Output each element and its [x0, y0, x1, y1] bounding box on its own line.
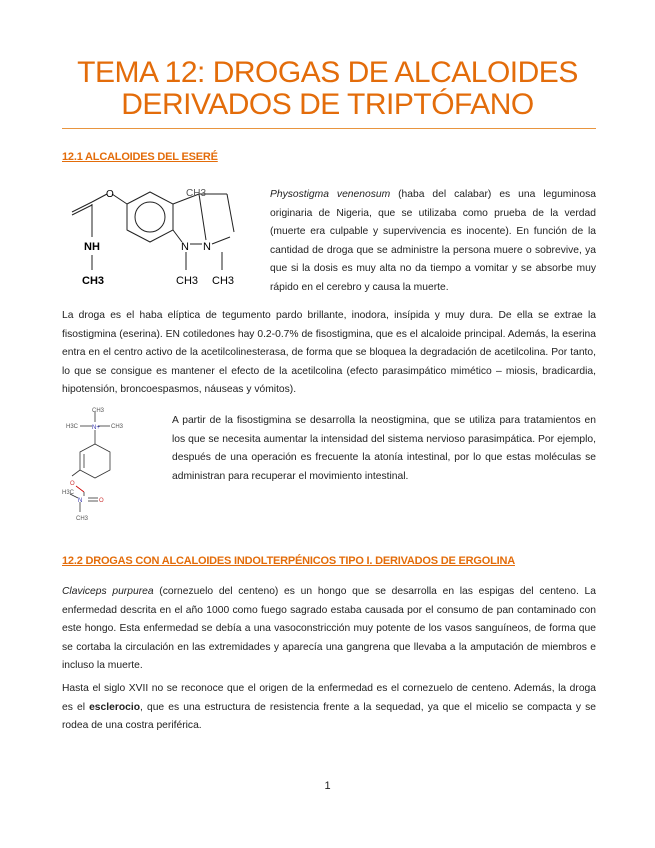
paragraph-text: (cornezuelo del centeno) es un hongo que se desarrolla en las espigas del centeno. La enfermedad descrita en el año 1000 como fuego sagrado estaba causada por el consumo de pan contaminado con este hongo. Esta enfermedad se debía a una vasoconstricción muy potente de los vasos sanguíneos, de forma que se cortaba la circulación en las extremidades y aparecía una gangrena que llevaba a la amputación de miembros e incluso la muerte. [62, 586, 596, 671]
n-plus-label: N+ [92, 425, 100, 431]
page-title-line2: DERIVADOS DE TRIPTÓFANO [121, 88, 534, 121]
paragraph-text: (haba del calabar) es una leguminosa originaria de Nigeria, que se utilizaba como prueba de la verdad (muerte era culpable y supervivencia es inocente). En función de la cantidad de droga que se administre la persona muere o sobrevive, ya que si la dosis es muy alta no da tiempo a vomitar y se absorbe muy rápido en el cerebro y causa la muerte. [270, 189, 596, 293]
paragraph-text: , que es una estructura de resistencia frente a la sequedad, ya que el micelio se compacta y se rodea de una costra periférica. [62, 701, 596, 731]
n-label: N [78, 498, 83, 504]
page-number: 1 [324, 780, 331, 792]
paragraph-claviceps [62, 583, 596, 676]
nh-label: NH [84, 241, 100, 253]
species-name: Claviceps purpurea [62, 586, 154, 597]
paragraph-text: Hasta el siglo XVII no se reconoce que el origen de la enfermedad es el cornezuelo de centeno. Además, la droga es el [62, 683, 596, 713]
section-heading-12-1: 12.1 ALCALOIDES DEL ESERÉ [62, 151, 218, 163]
species-name: Physostigma venenosum [270, 189, 391, 200]
n1-label: N [181, 241, 189, 253]
h3c-label: H3C [66, 424, 79, 430]
h3c-low-label: H3C [62, 490, 75, 496]
paragraph-sclerotium [62, 680, 596, 736]
ch3-right-label: CH3 [111, 424, 124, 430]
ch3-bottom-label: CH3 [76, 516, 89, 522]
ch3-mid-label: CH3 [176, 275, 199, 287]
neostigmine-structure [62, 404, 170, 524]
paragraph-physostigma [270, 186, 596, 297]
o-label: O [106, 189, 114, 200]
title-divider [62, 128, 596, 129]
o-ester-label: O [70, 481, 75, 487]
ch3-top-label: CH3 [186, 188, 207, 199]
physostigmine-structure [62, 182, 262, 290]
n2-label: N [203, 241, 211, 253]
ch3-top-label: CH3 [92, 408, 105, 414]
paragraph-drug-description: La droga es el haba elíptica de tegumento pardo brillante, inodora, insípida y muy dura. De ella se extrae la fisostigmina (eserina). EN cotiledones hay 0.2-0.7% de fisostigmina, que es el alcaloide principal. Además, la eserina entra en el centro activo de la acetilcolinesterasa, de forma que se bloquea la degradación de acetilcolina. Por tanto, lo que se consigue es mantener el efecto de la acetilcolina (efecto parasimpático mimético – miosis, bradicardia, hipotensión, broncoespasmos, náuseas y vómitos). [62, 310, 596, 395]
bold-term: esclerocio [89, 701, 141, 713]
ch3-right-label: CH3 [212, 275, 235, 287]
paragraph-neostigmine: A partir de la fisostigmina se desarrolla la neostigmina, que se utiliza para tratamientos en los que se necesita aumentar la intensidad del sistema nervioso parasimpática. Por ejemplo, después de una operación es frecuente la atonía intestinal, por lo que estas moléculas se administran para recuperar el movimiento intestinal. [172, 415, 596, 482]
o-carbonyl-label: O [99, 498, 104, 504]
section-heading-12-2: 12.2 DROGAS CON ALCALOIDES INDOLTERPÉNICOS TIPO I. DERIVADOS DE ERGOLINA [62, 555, 515, 567]
ch3-left-label: CH3 [82, 275, 105, 287]
page-title-line1: TEMA 12: DROGAS DE ALCALOIDES [77, 56, 578, 89]
